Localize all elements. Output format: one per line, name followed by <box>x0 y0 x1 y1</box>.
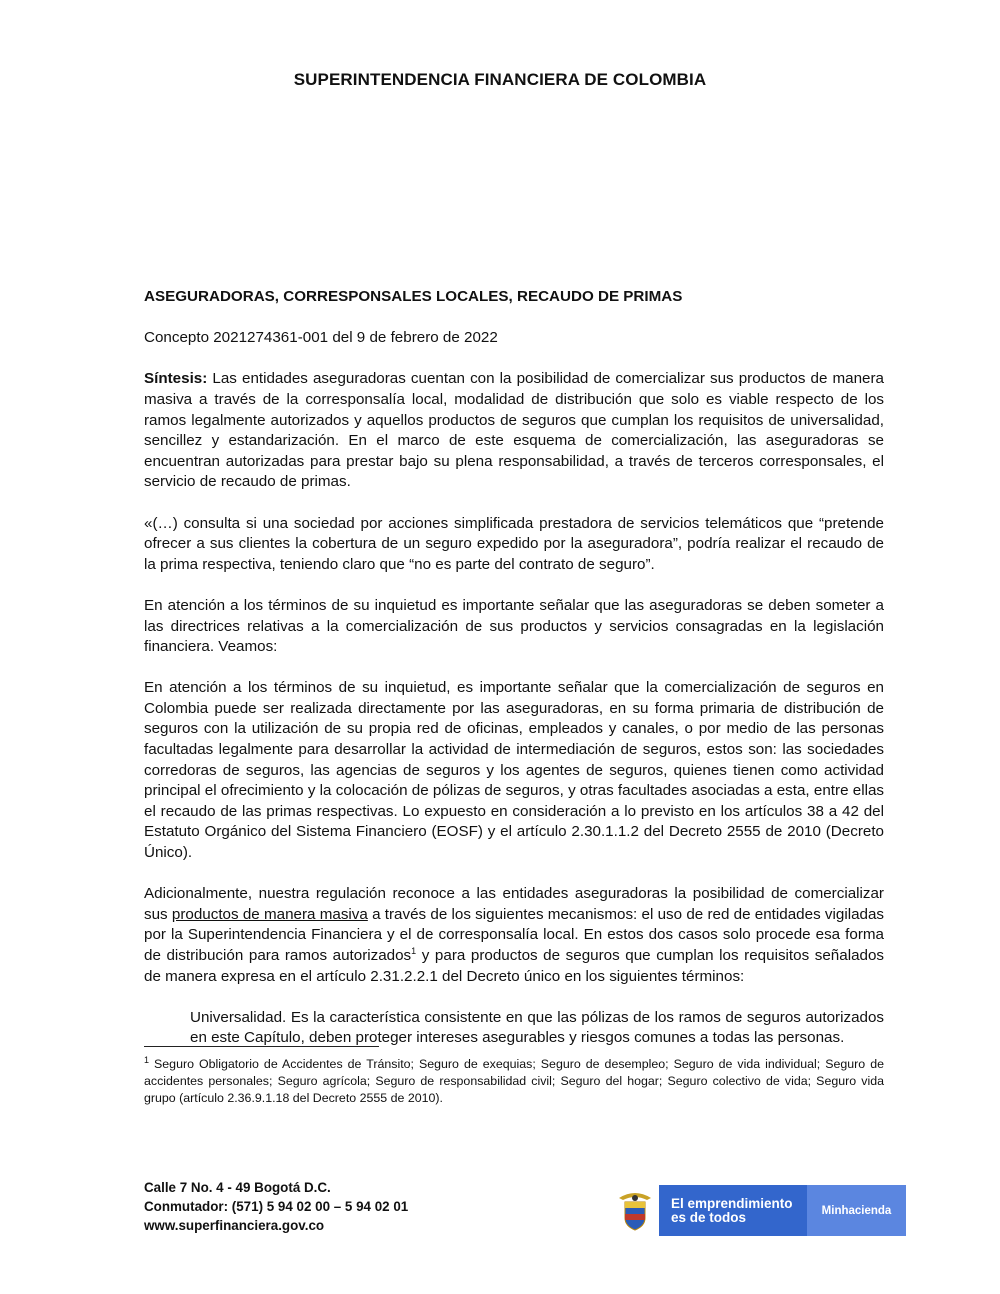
paragraph-text-part: y para productos de seguros que cumplan los requisitos señalados de manera expresa en el artículo 2.31.2.2.1 del Decreto único en los siguientes términos: <box>144 947 884 985</box>
paragraph-consulta: «(…) consulta si una sociedad por acciones simplificada prestadora de servicios telemáticos que “pretende ofrecer a sus clientes la cobertura de un seguro expedido por la aseguradora”, podría realizar el recaudo de la prima respectiva, teniendo claro que “no es parte del contrato de seguro”. <box>144 514 884 573</box>
sintesis-paragraph <box>144 369 884 493</box>
sintesis-label: Síntesis: <box>144 370 208 388</box>
underlined-phrase: productos de manera masiva <box>171 905 368 923</box>
footer-address: Calle 7 No. 4 - 49 Bogotá D.C. <box>144 1180 331 1195</box>
footnote-number: 1 <box>144 1054 150 1065</box>
document-subtitle: Concepto 2021274361-001 del 9 de febrero de 2022 <box>144 329 498 347</box>
paragraph-directrices: En atención a los términos de su inquietud es importante señalar que las aseguradoras se deben someter a las directrices relativas a la comercialización de sus productos y servicios consagradas en la legislación financiera. Veamos: <box>144 596 884 656</box>
footnote-divider <box>144 1046 379 1047</box>
document-title: ASEGURADORAS, CORRESPONSALES LOCALES, RECAUDO DE PRIMAS <box>144 288 683 305</box>
block-quote-universalidad: Universalidad. Es la característica consistente en que las pólizas de los ramos de seguros autorizados en este Capítulo, deben proteger intereses asegurables y riesgos comunes a todas las personas. <box>190 1008 884 1047</box>
page-footer <box>144 1178 408 1235</box>
paragraph-text-part: a través de los siguientes mecanismos: el uso de red de entidades vigiladas por la Superintendencia Financiera y el de corresponsalía local. En estos dos casos solo procede esa forma de distribución para ramos autorizados <box>144 905 885 964</box>
footer-website[interactable]: www.superfinanciera.gov.co <box>144 1218 325 1233</box>
coat-of-arms-icon <box>610 1185 659 1236</box>
footnote-text: Seguro Obligatorio de Accidentes de Tránsito; Seguro de exequias; Seguro de desempleo; Seguro de vida individual; Seguro de accidentes personales; Seguro agrícola; Seguro de responsabilidad civil; Seguro del hogar; Seguro colectivo de vida; Seguro vida grupo (artículo 2.36.9.1.18 del Decreto 2555 de 2010). <box>144 1057 884 1105</box>
footnote-reference[interactable]: 1 <box>411 945 417 956</box>
paragraph-text-part: Adicionalmente, nuestra regulación reconoce a las entidades aseguradoras la posibilidad de comercializar sus <box>144 885 884 923</box>
sintesis-text: Las entidades aseguradoras cuentan con la posibilidad de comercializar sus productos de manera masiva a través de la corresponsalía local, modalidad de distribución que solo es viable respecto de los ramos legalmente autorizados y aquellos productos de seguros que cumplan los requisitos de universalidad, sencillez y estandarización. En el marco de este esquema de comercialización, las aseguradoras se encuentran autorizadas para prestar bajo su plena responsabilidad, a través de terceros corresponsales, el servicio de recaudo de primas. <box>144 370 884 491</box>
footer-phone: Conmutador: (571) 5 94 02 00 – 5 94 02 01 <box>144 1199 409 1214</box>
government-banner <box>610 1185 906 1236</box>
slogan-line-2: es de todos <box>671 1209 747 1225</box>
banner-slogan <box>659 1185 807 1236</box>
ministry-label: Minhacienda <box>807 1185 906 1236</box>
paragraph-adicionalmente <box>144 884 884 987</box>
page-header-title: SUPERINTENDENCIA FINANCIERA DE COLOMBIA <box>293 70 707 89</box>
footnote <box>144 1056 884 1107</box>
paragraph-comercializacion: En atención a los términos de su inquietud, es importante señalar que la comercialización de seguros en Colombia puede ser realizada directamente por las aseguradoras, en su forma primaria de distribución de seguros con la utilización de su propia red de oficinas, empleados y canales, o por medio de las personas facultadas legalmente para desarrollar la actividad de intermediación de seguros, estos son: las sociedades corredoras de seguros, las agencias de seguros y los agentes de seguros, quienes tienen como actividad principal el ofrecimiento y la colocación de pólizas de seguros, y otras facultades asociadas a esta, entre ellas el recaudo de las primas respectivas. Lo expuesto en consideración a lo previsto en los artículos 38 a 42 del Estatuto Orgánico del Sistema Financiero (EOSF) y el artículo 2.30.1.1.2 del Decreto 2555 de 2010 (Decreto Único). <box>144 679 884 862</box>
slogan-line-1: El emprendimiento <box>671 1195 793 1211</box>
document-body <box>144 287 884 1049</box>
